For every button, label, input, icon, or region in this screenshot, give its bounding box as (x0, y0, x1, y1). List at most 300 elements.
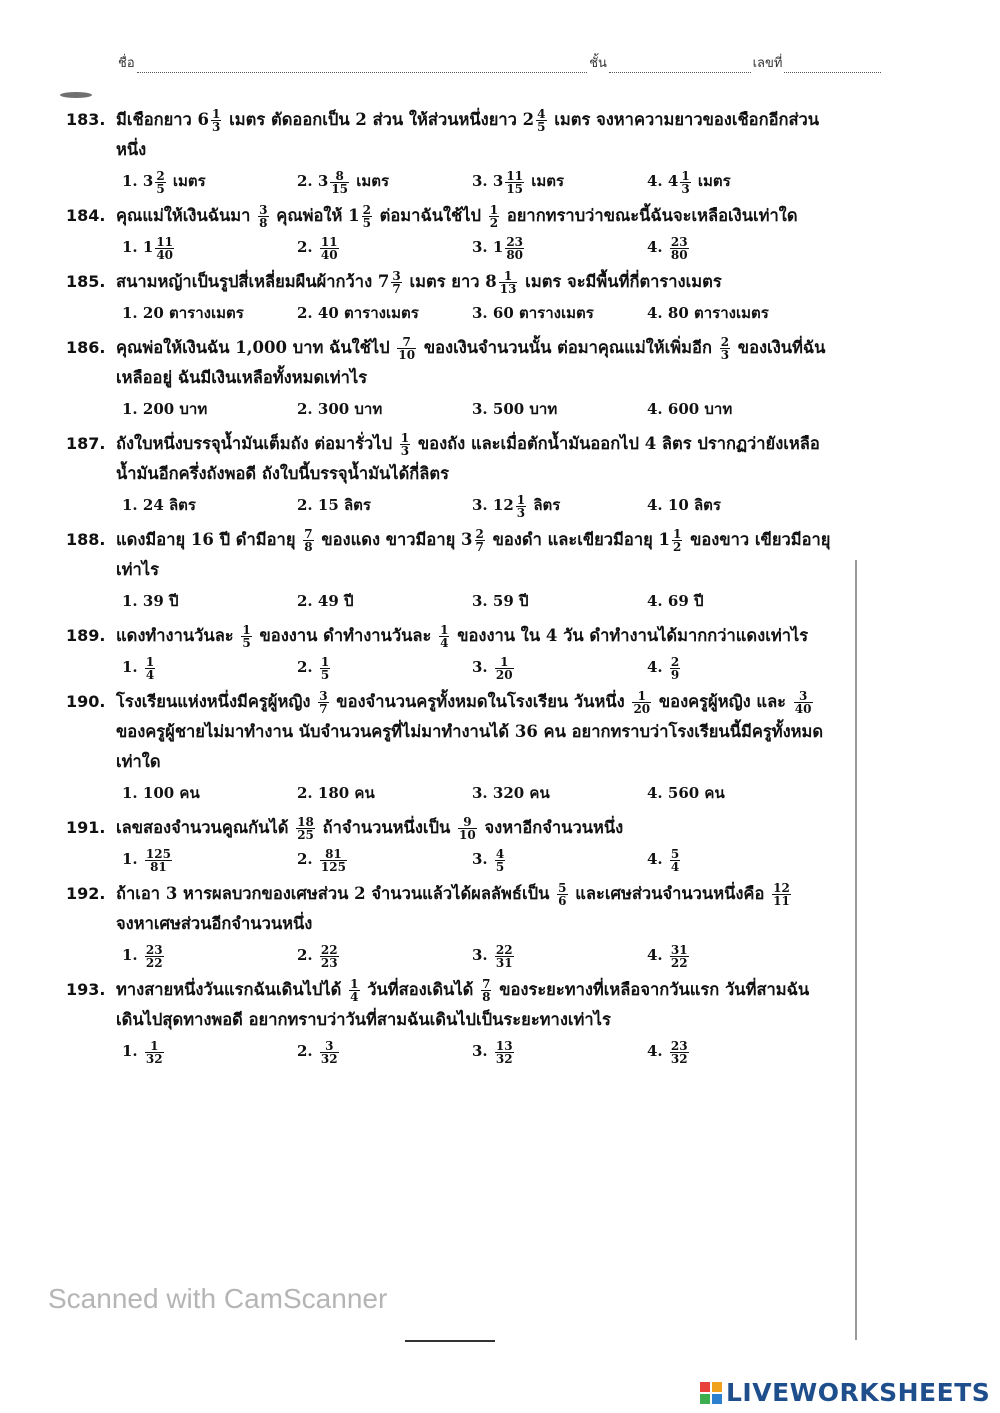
answer-choice[interactable] (647, 393, 822, 425)
fraction-denominator: 32 (320, 1051, 338, 1066)
text-segment: เดินไปสุดทางพอดี อยากทราบว่าวันที่สามฉันเดินไปเป็นระยะทางเท่าไร (116, 1010, 611, 1029)
answer-choice[interactable] (122, 1035, 297, 1067)
scan-smudge (60, 92, 92, 98)
text-segment: ถ้าเอา 3 หารผลบวกของเศษส่วน 2 จำนวนแล้วได้ผลลัพธ์เป็น (116, 884, 556, 903)
text-segment: 4. 4 (647, 172, 679, 190)
fraction-numerator: 23 (145, 942, 163, 957)
answer-choice[interactable] (297, 651, 472, 683)
question-line (66, 621, 846, 651)
page-bottom-edge (405, 1340, 495, 1342)
fraction (794, 690, 813, 715)
answer-choice[interactable] (297, 939, 472, 971)
fraction-denominator: 80 (506, 247, 524, 262)
fraction-numerator: 11 (506, 168, 524, 183)
answer-choices (66, 843, 846, 875)
fraction-numerator: 1 (400, 431, 410, 445)
question-text (116, 105, 846, 135)
fraction-numerator: 3 (320, 1040, 339, 1053)
text-segment: 4. (647, 238, 668, 256)
fraction-denominator: 5 (156, 181, 165, 196)
answer-choice[interactable] (297, 843, 472, 875)
fraction-numerator: 5 (670, 846, 680, 861)
text-segment: 1. 1 (122, 238, 154, 256)
text-segment: ถ้าจำนวนหนึ่งเป็น (316, 818, 457, 837)
fraction-numerator: 1 (632, 690, 651, 703)
text-segment: 1. (122, 946, 143, 964)
question-text (116, 813, 846, 843)
answer-choice[interactable] (297, 1035, 472, 1067)
fraction (318, 690, 328, 715)
fraction-numerator: 31 (670, 942, 688, 957)
text-segment: ถังใบหนึ่งบรรจุน้ำมันเต็มถัง ต่อมารั่วไป (116, 434, 398, 453)
fraction (670, 848, 680, 873)
fraction-numerator: 18 (297, 815, 314, 829)
text-segment: 3. 1 (472, 238, 504, 256)
text-segment: ของครูผู้หญิง และ (653, 692, 792, 711)
question-number: 183. (66, 110, 106, 129)
fraction-denominator: 13 (499, 282, 517, 296)
fraction (397, 336, 416, 361)
answer-choice[interactable] (297, 231, 472, 263)
fraction-numerator: 1 (681, 168, 690, 183)
fraction-numerator: 2 (362, 203, 371, 217)
fraction-denominator: 5 (242, 636, 251, 650)
answer-choice[interactable] (647, 231, 822, 263)
text-segment: 2. (297, 238, 318, 256)
question-line (66, 333, 846, 363)
text-segment: 2. (297, 658, 318, 676)
answer-choice[interactable] (122, 297, 297, 329)
text-segment: 2. (297, 1042, 318, 1060)
answer-choice[interactable] (647, 777, 822, 809)
answer-choice[interactable] (472, 393, 647, 425)
answer-choice[interactable] (472, 297, 647, 329)
text-segment: เท่าใด (116, 752, 161, 771)
text-segment: คุณพ่อให้เงินฉัน 1,000 บาท ฉันใช้ไป (116, 338, 396, 357)
text-segment: และเศษส่วนจำนวนหนึ่งคือ (569, 884, 771, 903)
answer-choice[interactable] (647, 297, 822, 329)
question-text-continued (66, 459, 846, 489)
question (66, 267, 846, 329)
question-number: 190. (66, 692, 106, 711)
fraction (320, 236, 339, 261)
question-text-continued (66, 717, 846, 747)
text-segment: อยากทราบว่าขณะนี้ฉันจะเหลือเงินเท่าใด (501, 206, 798, 225)
fraction-denominator: 7 (319, 702, 328, 716)
fraction (632, 690, 651, 715)
text-segment: 2. (297, 946, 318, 964)
fraction (495, 848, 505, 873)
fraction-denominator: 80 (670, 247, 688, 262)
question-text (116, 525, 846, 555)
question-number: 185. (66, 272, 106, 291)
text-segment: 4. 560 คน (647, 784, 725, 802)
fraction (320, 944, 339, 969)
fraction-numerator: 81 (320, 848, 347, 861)
text-segment: ของงาน ดำทำงานวันละ (253, 626, 438, 645)
fraction (680, 170, 690, 195)
logo-mark-icon (700, 1382, 722, 1404)
question-number: 188. (66, 530, 106, 549)
fraction (672, 528, 682, 553)
answer-choice[interactable] (472, 777, 647, 809)
text-segment: 1. 3 (122, 172, 154, 190)
fraction-numerator: 8 (330, 170, 349, 183)
logo-mark-square (712, 1382, 722, 1392)
answer-choices (66, 489, 846, 521)
question-line (66, 525, 846, 555)
answer-choice[interactable] (297, 585, 472, 617)
answer-choice[interactable] (472, 231, 647, 263)
text-segment: 3. (472, 850, 493, 868)
text-segment: 3. 3 (472, 172, 504, 190)
text-segment: คุณแม่ให้เงินฉันมา (116, 206, 257, 225)
question-line (66, 429, 846, 459)
text-segment: 3. (472, 658, 493, 676)
fraction-denominator: 40 (320, 247, 338, 262)
question-text-continued (66, 1005, 846, 1035)
fraction (458, 816, 477, 841)
fraction-numerator: 1 (145, 1040, 164, 1053)
answer-choice[interactable] (122, 165, 297, 197)
fraction-denominator: 3 (681, 181, 690, 196)
text-segment: เมตร ยาว 8 (403, 272, 497, 291)
question-text (116, 687, 846, 717)
text-segment: 4. 600 บาท (647, 400, 733, 418)
text-segment: เมตร (526, 172, 565, 190)
fraction-numerator: 2 (156, 168, 165, 183)
text-segment: 2. 49 ปี (297, 592, 354, 610)
text-segment: เมตร (692, 172, 731, 190)
question-text (116, 621, 846, 651)
answer-choice[interactable] (472, 165, 647, 197)
fraction (296, 816, 315, 841)
fraction-numerator: 1 (212, 107, 221, 121)
fraction-numerator: 13 (495, 1038, 513, 1053)
text-segment: 1. (122, 1042, 143, 1060)
fraction-numerator: 1 (242, 623, 251, 637)
fraction-denominator: 81 (150, 859, 167, 874)
question-line (66, 687, 846, 717)
answer-choice[interactable] (647, 165, 822, 197)
answer-choice[interactable] (297, 393, 472, 425)
fraction-numerator: 2 (670, 654, 680, 669)
question (66, 525, 846, 617)
fraction-denominator: 20 (633, 702, 651, 716)
number-label: เลขที่ (752, 56, 783, 71)
name-field-line[interactable] (137, 60, 588, 73)
text-segment: 3. 500 บาท (472, 400, 558, 418)
text-segment: 2. (297, 850, 318, 868)
question (66, 429, 846, 521)
fraction (505, 170, 524, 195)
answer-choice[interactable] (122, 393, 297, 425)
name-label: ชื่อ (118, 56, 135, 71)
fraction-denominator: 3 (720, 348, 730, 362)
fraction-denominator: 8 (304, 540, 313, 554)
text-segment: ของดำ และเขียวมีอายุ 1 (486, 530, 670, 549)
text-segment: 3. (472, 1042, 493, 1060)
question-line (66, 105, 846, 135)
fraction-numerator: 4 (495, 846, 505, 861)
fraction (330, 170, 349, 195)
text-segment: 1. 200 บาท (122, 400, 208, 418)
text-segment: หนึ่ง (116, 140, 147, 159)
answer-choices (66, 939, 846, 971)
answer-choice[interactable] (122, 489, 297, 521)
question-number: 187. (66, 434, 106, 453)
question (66, 201, 846, 263)
question-line (66, 813, 846, 843)
text-segment: โรงเรียนแห่งหนึ่งมีครูผู้หญิง (116, 692, 317, 711)
question (66, 813, 846, 875)
fraction (303, 528, 313, 553)
fraction-denominator: 3 (212, 120, 221, 134)
fraction-denominator: 8 (482, 990, 491, 1004)
answer-choice[interactable] (472, 585, 647, 617)
logo-text: LIVEWORKSHEETS (726, 1378, 991, 1407)
fraction-denominator: 40 (156, 247, 174, 262)
text-segment: 2. 15 ลิตร (297, 496, 371, 514)
fraction-denominator: 3 (516, 505, 526, 520)
fraction-numerator: 2 (720, 335, 730, 349)
question-text-continued (66, 747, 846, 777)
answer-choice[interactable] (472, 1035, 647, 1067)
question-text (116, 975, 846, 1005)
fraction-denominator: 7 (475, 540, 484, 554)
fraction-numerator: 7 (397, 336, 416, 349)
answer-choice[interactable] (297, 165, 472, 197)
logo-mark-square (700, 1394, 710, 1404)
fraction-numerator: 1 (516, 492, 526, 507)
fraction-numerator: 1 (440, 623, 449, 637)
text-segment: ของแดง ขาวมีอายุ 3 (315, 530, 473, 549)
fraction-numerator: 3 (794, 690, 813, 703)
text-segment: ของเงินที่ฉัน (732, 338, 826, 357)
text-segment: ของงาน ใน 4 วัน ดำทำงานได้มากกว่าแดงเท่าไร (451, 626, 809, 645)
answer-choice[interactable] (647, 1035, 822, 1067)
answer-choice[interactable] (122, 777, 297, 809)
question-text-continued (66, 555, 846, 585)
fraction (145, 1040, 164, 1065)
fraction (320, 656, 330, 681)
text-segment: 3. 60 ตารางเมตร (472, 304, 594, 322)
question-text (116, 429, 846, 459)
text-segment: จงหาอีกจำนวนหนึ่ง (478, 818, 624, 837)
text-segment: 3. 320 คน (472, 784, 550, 802)
answer-choice[interactable] (122, 843, 297, 875)
fraction-denominator: 4 (350, 990, 359, 1004)
question (66, 879, 846, 971)
answer-choice[interactable] (122, 651, 297, 683)
answer-choice[interactable] (122, 231, 297, 263)
fraction (772, 882, 791, 907)
fraction (145, 848, 172, 873)
fraction-numerator: 7 (304, 527, 313, 541)
fraction-numerator: 22 (495, 942, 513, 957)
fraction-denominator: 2 (673, 540, 682, 554)
answer-choice[interactable] (472, 843, 647, 875)
text-segment: 1. 20 ตารางเมตร (122, 304, 244, 322)
text-segment: 4. (647, 850, 668, 868)
question-line (66, 975, 846, 1005)
fraction-denominator: 32 (145, 1051, 163, 1066)
question (66, 975, 846, 1067)
liveworksheets-logo (700, 1378, 990, 1407)
text-segment: เมตร (167, 172, 206, 190)
question (66, 105, 846, 197)
scanner-watermark: Scanned with CamScanner (48, 1283, 388, 1314)
text-segment: เลขสองจำนวนคูณกันได้ (116, 818, 295, 837)
fraction-numerator: 3 (392, 269, 401, 283)
fraction-denominator: 4 (440, 636, 449, 650)
fraction (489, 204, 499, 229)
fraction-numerator: 1 (489, 203, 499, 217)
fraction-denominator: 40 (794, 702, 812, 716)
answer-choice[interactable] (647, 489, 822, 521)
answer-choice[interactable] (647, 843, 822, 875)
text-segment: 4. (647, 1042, 668, 1060)
fraction-denominator: 10 (398, 348, 416, 362)
fraction (155, 170, 165, 195)
class-field-line[interactable] (609, 60, 751, 73)
fraction (349, 978, 359, 1003)
fraction-denominator: 5 (537, 120, 546, 134)
question-number: 191. (66, 818, 106, 837)
text-segment: 2. 300 บาท (297, 400, 383, 418)
question-number: 189. (66, 626, 106, 645)
text-segment: 2. 3 (297, 172, 329, 190)
text-segment: 4. (647, 946, 668, 964)
fraction-numerator: 11 (320, 234, 338, 249)
text-segment: ของครูผู้ชายไม่มาทำงาน นับจำนวนครูที่ไม่มาทำงานได้ 36 คน อยากทราบว่าโรงเรียนนี้มีครูทั้งหมด (116, 722, 824, 741)
answer-choice[interactable] (472, 939, 647, 971)
text-segment: ของเงินจำนวนนั้น ต่อมาคุณแม่ให้เพิ่มอีก (418, 338, 718, 357)
fraction-denominator: 4 (670, 859, 680, 874)
text-segment: ของถัง และเมื่อตักน้ำมันออกไป 4 ลิตร ปรากฏว่ายังเหลือ (412, 434, 820, 453)
fraction (670, 944, 689, 969)
student-info-header (118, 52, 883, 73)
fraction (155, 236, 174, 261)
text-segment: 4. 80 ตารางเมตร (647, 304, 769, 322)
fraction (670, 1040, 689, 1065)
text-segment: เมตร ตัดออกเป็น 2 ส่วน ให้ส่วนหนึ่งยาว 2 (223, 110, 535, 129)
answer-choice[interactable] (472, 489, 647, 521)
answer-choice[interactable] (472, 651, 647, 683)
answer-choice[interactable] (647, 939, 822, 971)
text-segment: 2. 40 ตารางเมตร (297, 304, 419, 322)
text-segment: แดงทำงานวันละ (116, 626, 240, 645)
fraction (495, 656, 514, 681)
answer-choices (66, 231, 846, 263)
number-field-line[interactable] (784, 60, 881, 73)
text-segment: ของระยะทางที่เหลือจากวันแรก วันที่สามฉัน (493, 980, 810, 999)
fraction-denominator: 5 (362, 216, 371, 230)
fraction (505, 236, 524, 261)
text-segment: 3. (472, 946, 493, 964)
fraction-denominator: 3 (400, 444, 410, 458)
fraction (516, 494, 526, 519)
fraction-denominator: 22 (145, 955, 163, 970)
answer-choice[interactable] (297, 297, 472, 329)
text-segment: มีเชือกยาว 6 (116, 110, 210, 129)
fraction-numerator: 23 (506, 234, 524, 249)
answer-choice[interactable] (647, 651, 822, 683)
fraction-denominator: 23 (320, 955, 338, 970)
fraction-numerator: 2 (475, 527, 484, 541)
fraction-numerator: 125 (145, 846, 171, 861)
fraction-denominator: 8 (259, 216, 268, 230)
fraction (670, 236, 689, 261)
fraction-denominator: 22 (670, 955, 688, 970)
text-segment: 1. 100 คน (122, 784, 200, 802)
fraction (670, 656, 680, 681)
class-label: ชั้น (589, 56, 607, 71)
fraction (557, 882, 567, 907)
fraction-denominator: 31 (495, 955, 513, 970)
logo-mark-square (712, 1394, 722, 1404)
question-number: 193. (66, 980, 106, 999)
text-segment: 3. 59 ปี (472, 592, 529, 610)
text-segment: สนามหญ้าเป็นรูปสี่เหลี่ยมผืนผ้ากว้าง 7 (116, 272, 390, 291)
answer-choices (66, 297, 846, 329)
text-segment: ของจำนวนครูทั้งหมดในโรงเรียน วันหนึ่ง (330, 692, 631, 711)
answer-choice[interactable] (647, 585, 822, 617)
fraction (362, 204, 372, 229)
question-line (66, 201, 846, 231)
fraction-denominator: 7 (392, 282, 401, 296)
answer-choice[interactable] (122, 939, 297, 971)
fraction-denominator: 125 (320, 859, 346, 874)
question-text (116, 333, 846, 363)
fraction-numerator: 12 (773, 881, 790, 895)
text-segment: 3. 12 (472, 496, 514, 514)
text-segment: 4. 10 ลิตร (647, 496, 721, 514)
fraction (145, 944, 164, 969)
fraction (145, 656, 155, 681)
fraction-denominator: 6 (558, 894, 567, 908)
answer-choice[interactable] (297, 489, 472, 521)
fraction (720, 336, 730, 361)
fraction-denominator: 25 (297, 828, 314, 842)
text-segment: 1. 39 ปี (122, 592, 179, 610)
question-line (66, 879, 846, 909)
text-segment: คุณพ่อให้ 1 (270, 206, 360, 225)
fraction-denominator: 11 (773, 894, 790, 908)
question-number: 186. (66, 338, 106, 357)
text-segment: เหลืออยู่ ฉันมีเงินเหลือทั้งหมดเท่าไร (116, 368, 368, 387)
answer-choices (66, 777, 846, 809)
text-segment: เท่าไร (116, 560, 159, 579)
question (66, 621, 846, 683)
answer-choice[interactable] (297, 777, 472, 809)
fraction-numerator: 1 (350, 977, 359, 991)
fraction (439, 624, 449, 649)
text-segment: เมตร (351, 172, 390, 190)
fraction (241, 624, 251, 649)
question-text (116, 267, 846, 297)
fraction-numerator: 23 (670, 1038, 688, 1053)
fraction-denominator: 5 (320, 667, 330, 682)
fraction-denominator: 5 (495, 859, 505, 874)
fraction-numerator: 3 (319, 689, 328, 703)
answer-choice[interactable] (122, 585, 297, 617)
fraction-numerator: 9 (458, 816, 477, 829)
fraction-denominator: 32 (670, 1051, 688, 1066)
fraction-numerator: 22 (320, 942, 338, 957)
question (66, 333, 846, 425)
text-segment: แดงมีอายุ 16 ปี ดำมีอายุ (116, 530, 302, 549)
